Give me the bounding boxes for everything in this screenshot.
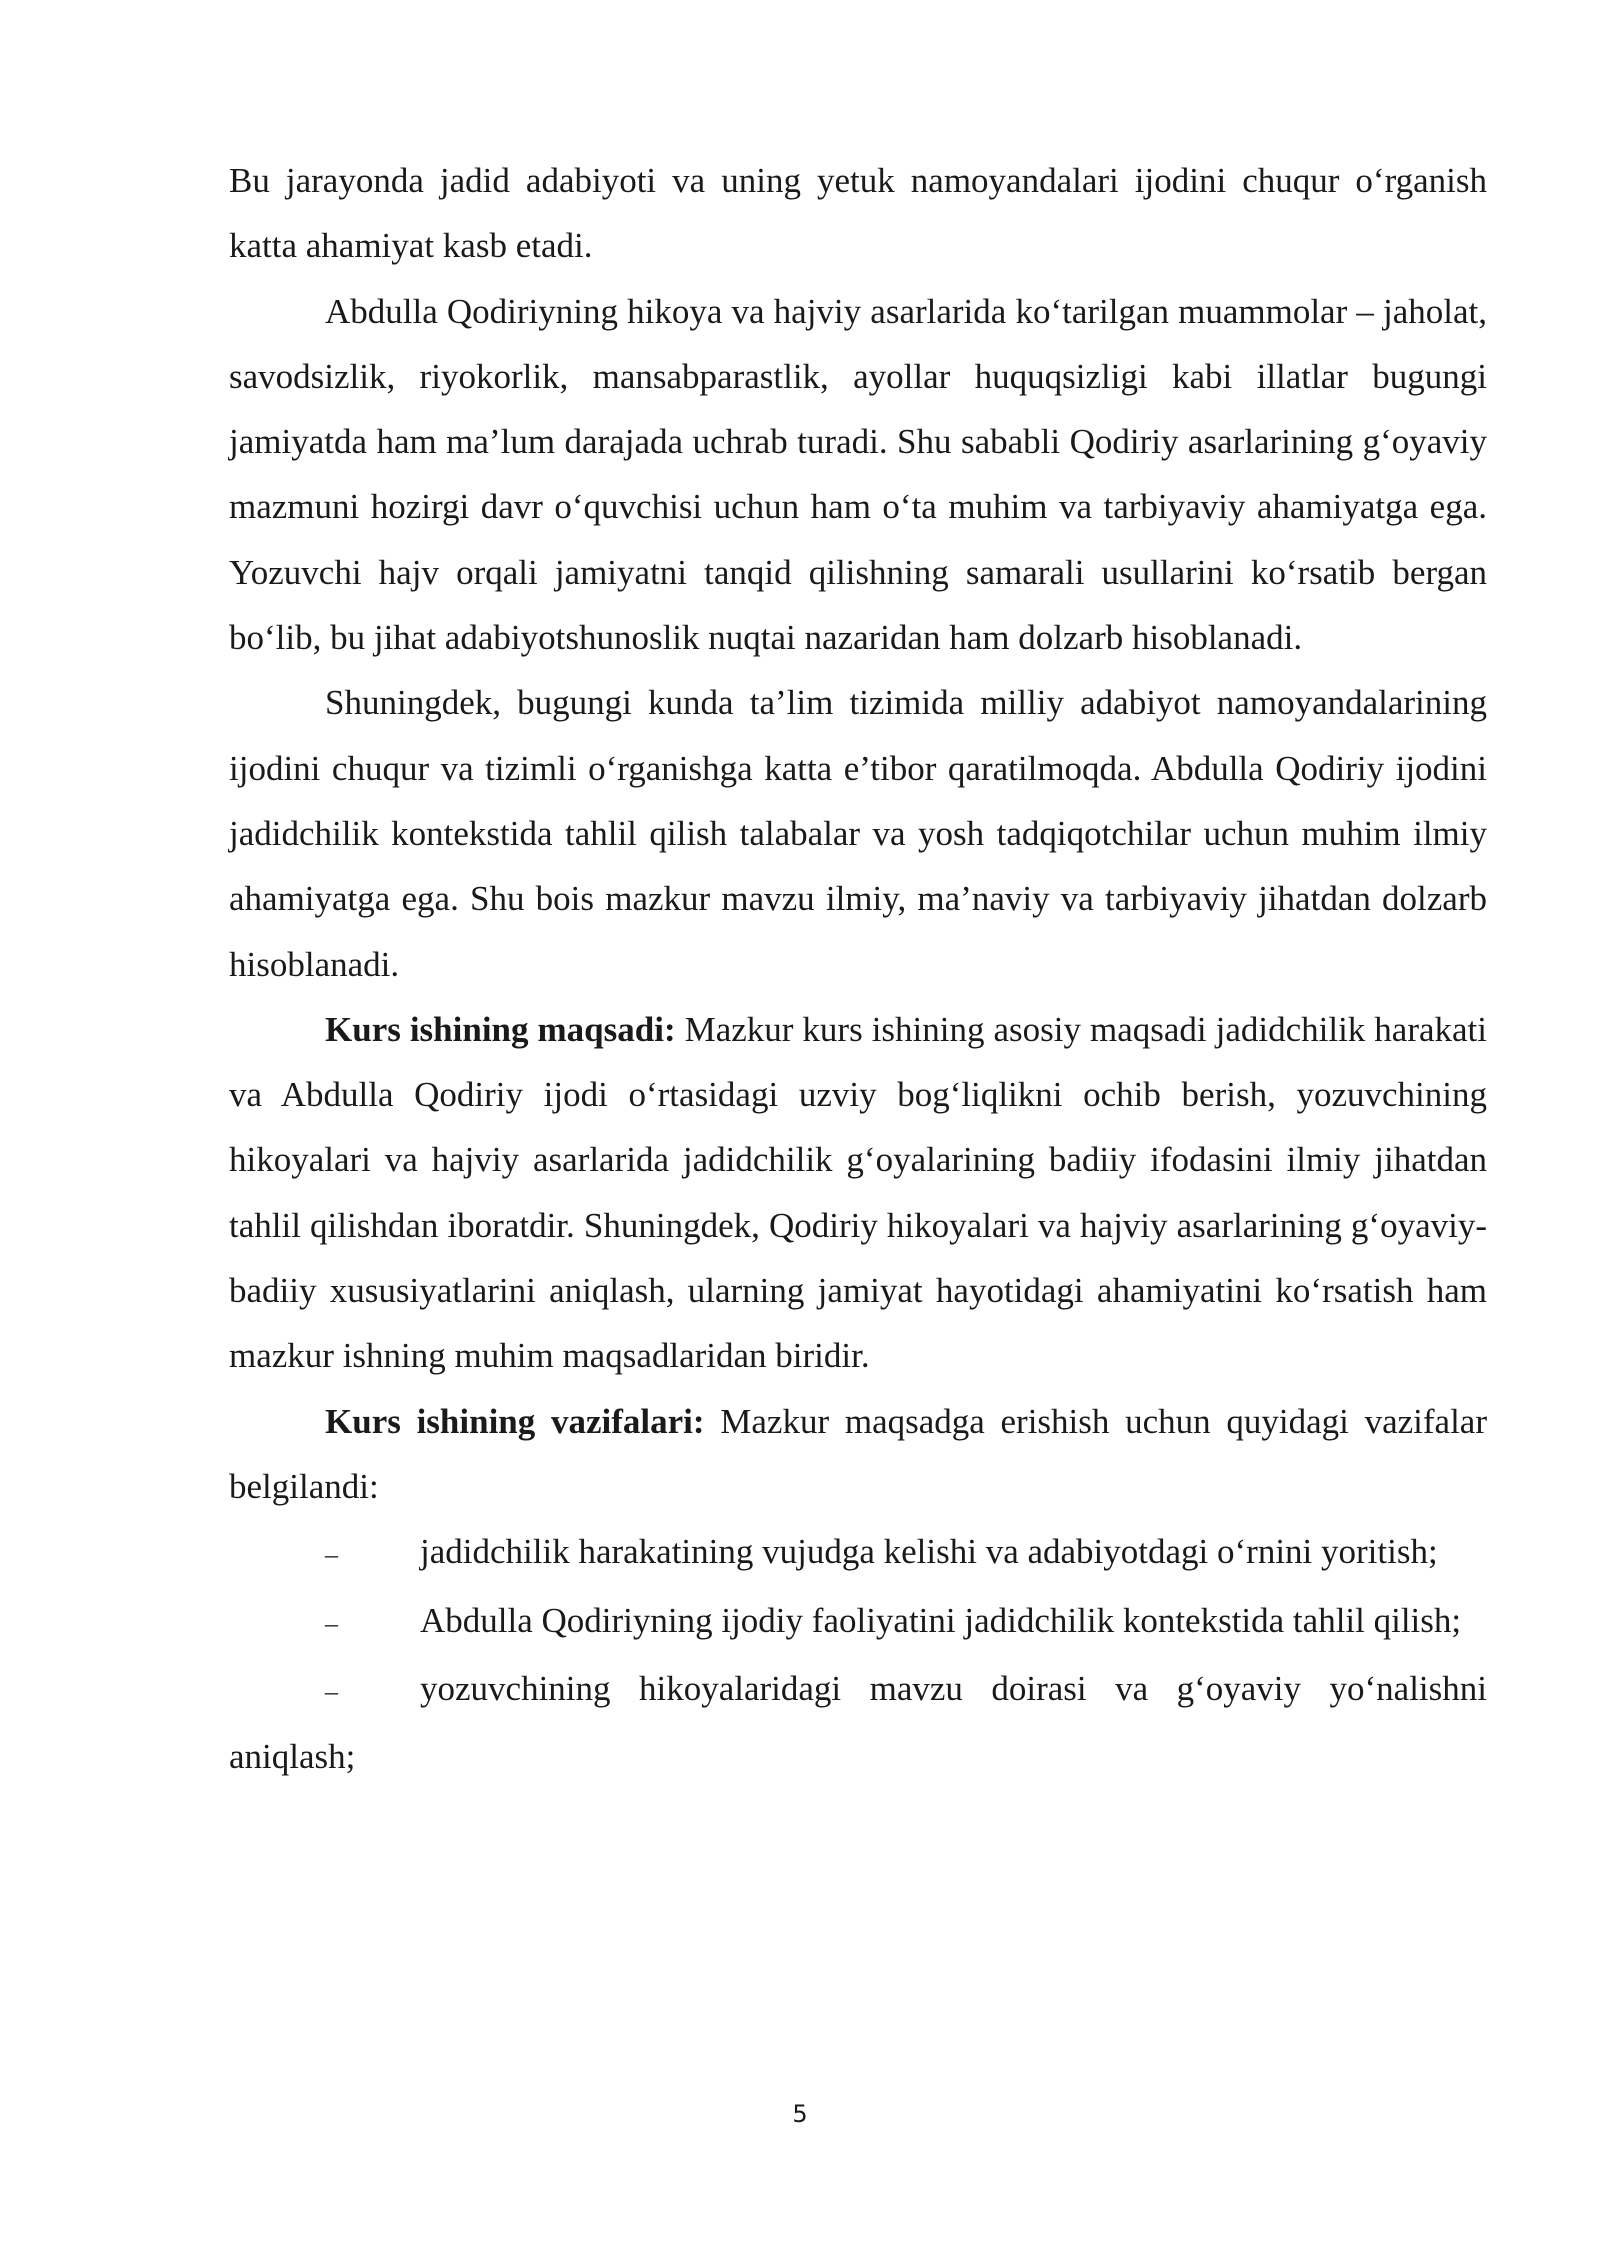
dash-bullet: –	[325, 1540, 338, 1570]
tasks-heading: Kurs ishining vazifalari:	[325, 1401, 705, 1441]
list-item-text: jadidchilik harakatining vujudga kelishi va adabiyotdagi o‘rnini yoritish;	[420, 1532, 1438, 1572]
list-item-text: Abdulla Qodiriyning ijodiy faoliyatini jadidchilik kontekstida tahlil qilish;	[420, 1600, 1462, 1640]
paragraph-education: Shuningdek, bugungi kunda ta’lim tizimida milliy adabiyot namoyandalarining ijodini chuqur va tizimli o‘rganishga katta e’tibor qaratilmoqda. Abdulla Qodiriy ijodini jadidchilik kontekstida tahlil qilish talabalar va yosh tadqiqotchilar uchun muhim ilmiy ahamiyatga ega. Shu bois mazkur mavzu ilmiy, ma’naviy va tarbiyaviy jihatdan dolzarb hisoblanadi.	[229, 683, 1487, 984]
paragraph-goal	[229, 997, 1487, 1389]
list-item	[229, 1519, 1487, 1587]
paragraph-qodiriy-problems: Abdulla Qodiriyning hikoya va hajviy asarlarida ko‘tarilgan muammolar – jaholat, savodsizlik, riyokorlik, mansabparastlik, ayollar huquqsizligi kabi illatlar bugungi jamiyatda ham ma’lum darajada uchrab turadi. Shu sababli Qodiriy asarlarining g‘oyaviy mazmuni hozirgi davr o‘quvchisi uchun ham o‘ta muhim va tarbiyaviy ahamiyatga ega. Yozuvchi hajv orqali jamiyatni tanqid qilishning samarali usullarini ko‘rsatib bergan bo‘lib, bu jihat adabiyotshunoslik nuqtai nazaridan ham dolzarb hisoblanadi.	[229, 291, 1487, 658]
goal-text: Mazkur kurs ishining asosiy maqsadi jadidchilik harakati va Abdulla Qodiriy ijodi o‘rtasidagi uzviy bog‘liqlikni ochib berish, yozuvchining hikoyalari va hajviy asarlarida jadidchilik g‘oyalarining badiiy ifodasini ilmiy jihatdan tahlil qilishdan iboratdir. Shuningdek, Qodiriy hikoyalari va hajviy asarlarining g‘oyaviy-badiiy xususiyatlarini aniqlash, ularning jamiyat hayotidagi ahamiyatini ko‘rsatish ham mazkur ishning muhim maqsadlaridan biridir.	[229, 1009, 1487, 1376]
list-item	[229, 1588, 1487, 1656]
paragraph-tasks	[229, 1389, 1487, 1520]
page-number: 5	[792, 2100, 808, 2128]
paragraph-intro: Bu jarayonda jadid adabiyoti va uning yetuk namoyandalari ijodini chuqur o‘rganish katta ahamiyat kasb etadi.	[229, 161, 1487, 266]
dash-bullet: –	[325, 1676, 338, 1706]
dash-bullet: –	[325, 1608, 338, 1638]
list-item-text: yozuvchining hikoyalaridagi mavzu doirasi va g‘oyaviy yo‘nalishni aniqlash;	[229, 1668, 1487, 1777]
tasks-text: Mazkur maqsadga erishish uchun quyidagi vazifalar belgilandi:	[229, 1401, 1487, 1506]
list-item	[229, 1656, 1487, 1790]
goal-heading: Kurs ishining maqsadi:	[325, 1009, 676, 1049]
document-page	[229, 148, 1487, 1789]
